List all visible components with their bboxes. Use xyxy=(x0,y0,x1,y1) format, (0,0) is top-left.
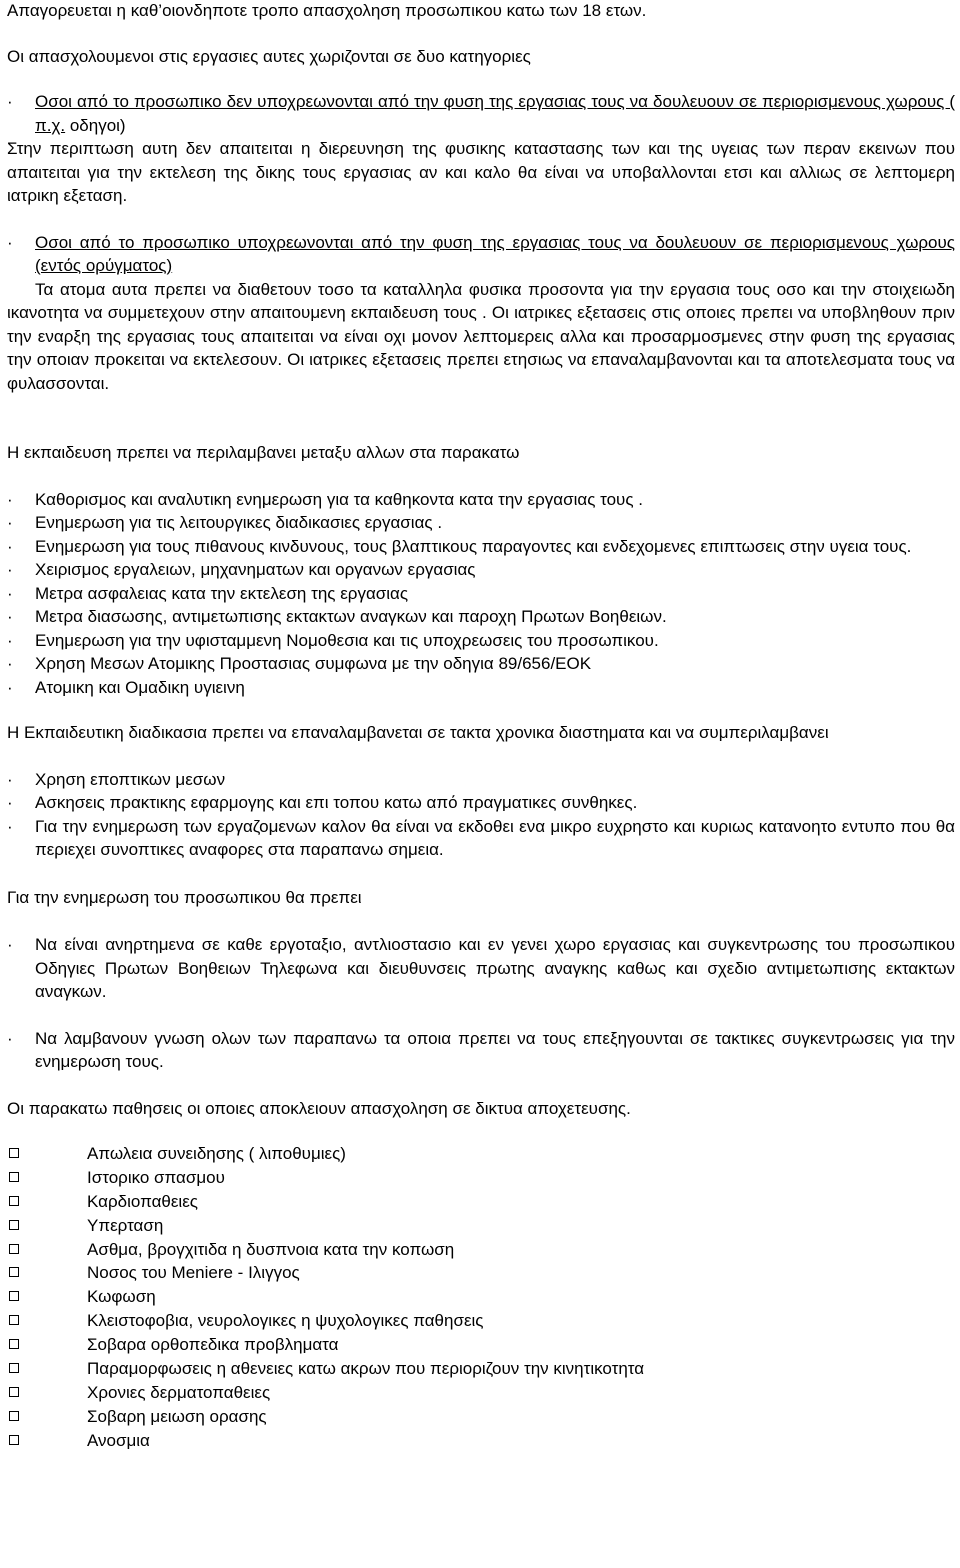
list-item: · Μετρα ασφαλειας κατα την εκτελεση της εργασιας xyxy=(7,582,955,606)
list-item: Σοβαρα ορθοπεδικα προβληματα xyxy=(7,1333,955,1357)
bullet-dot-icon: · xyxy=(7,793,13,812)
checkbox-square-icon xyxy=(9,1220,19,1230)
category-1-heading-underlined: Οσοι από το προσωπικο δεν υποχρεωνονται από την φυση της εργασιας τους να δουλευουν σε περιορισμενους χωρους ( π.χ. xyxy=(35,92,955,135)
bullet-dot-icon: · xyxy=(7,536,13,556)
bullet-dot-icon: · xyxy=(7,654,13,673)
checkbox-square-icon xyxy=(9,1148,19,1158)
category-2-heading: Οσοι από το προσωπικο υποχρεωνονται από την φυση της εργασιας τους να δουλευουν σε περιορισμενους χωρους (εντός ορύγματος) xyxy=(35,232,955,275)
list-item: Ασθμα, βρογχιτιδα η δυσπνοια κατα την κοπωση xyxy=(7,1238,955,1262)
category-2 xyxy=(7,231,955,396)
list-item: · Για την ενημερωση των εργαζομενων καλον θα είναι να εκδοθει ενα μικρο ευχρηστο και κυριως κατανοητο εντυπο που θα περιεχει συνοπτικες αναφορες στα παραπανω σημεια. xyxy=(7,816,955,859)
bullet-dot-icon: · xyxy=(7,816,13,836)
list-item: Ανοσμια xyxy=(7,1429,955,1453)
list-item: · Χρηση Μεσων Ατομικης Προστασιας συμφωνα με την οδηγια 89/656/ΕΟΚ xyxy=(7,652,955,676)
checkbox-square-icon xyxy=(9,1291,19,1301)
bullet-dot-icon: · xyxy=(7,769,13,789)
training-intro: Η εκπαιδευση πρεπει να περιλαμβανει μεταξυ αλλων στα παρακατω xyxy=(7,443,520,462)
list-item: · Ενημερωση για τις λειτουργικες διαδικασιες εργασιας . xyxy=(7,511,955,535)
list-item: · Ατομικη και Ομαδικη υγιεινη xyxy=(7,676,955,700)
bullet-dot-icon: · xyxy=(7,677,13,697)
checkbox-square-icon xyxy=(9,1172,19,1182)
process-intro: Η Εκπαιδευτικη διαδικασια πρεπει να επαναλαμβανεται σε τακτα χρονικα διαστηματα και να συμπεριλαμβανει xyxy=(7,723,829,742)
checkbox-square-icon xyxy=(9,1196,19,1206)
category-1-heading xyxy=(35,90,955,137)
checkbox-square-icon xyxy=(9,1435,19,1445)
intro-paragraph: Απαγορευεται η καθ’οιονδηποτε τροπο απασχοληση προσωπικου κατω των 18 ετων. xyxy=(7,1,647,20)
bullet-dot-icon: · xyxy=(7,630,13,650)
checkbox-square-icon xyxy=(9,1363,19,1373)
info-intro: Για την ενημερωση του προσωπικου θα πρεπει xyxy=(7,887,362,907)
category-1 xyxy=(7,90,955,137)
list-item: Χρονιες δερματοπαθειες xyxy=(7,1381,955,1405)
checkbox-square-icon xyxy=(9,1387,19,1397)
list-item: · Καθορισμος και αναλυτικη ενημερωση για τα καθηκοντα κατα την εργασιας τους . xyxy=(7,488,955,512)
process-list xyxy=(7,768,955,862)
checkbox-square-icon xyxy=(9,1267,19,1277)
categories-intro: Οι απασχολουμενοι στις εργασιες αυτες χωριζονται σε δυο κατηγοριες xyxy=(7,46,531,66)
list-item: Παραμορφωσεις η αθενειες κατω ακρων που περιοριζουν την κινητικοτητα xyxy=(7,1357,955,1381)
bullet-dot-icon: · xyxy=(7,607,13,626)
bullet-dot-icon: · xyxy=(7,513,13,532)
checkbox-square-icon xyxy=(9,1315,19,1325)
list-item: · Να λαμβανουν γνωση ολων των παραπανω τα οποια πρεπει να τους επεξηγουνται σε τακτικες συγκεντρωσεις για την ενημερωση τους. xyxy=(7,1028,955,1071)
list-item: Κλειστοφοβια, νευρολογικες η ψυχολογικες παθησεις xyxy=(7,1309,955,1333)
training-list xyxy=(7,488,955,700)
checkbox-square-icon xyxy=(9,1244,19,1254)
bullet-dot-icon: · xyxy=(7,560,13,579)
list-item: · Χειρισμος εργαλειων, μηχανηματων και οργανων εργασιας xyxy=(7,558,955,582)
list-item: Κωφωση xyxy=(7,1285,955,1309)
list-item: Ιστορικο σπασμου xyxy=(7,1166,955,1190)
bullet-dot-icon: · xyxy=(7,232,13,252)
checkbox-square-icon xyxy=(9,1339,19,1349)
list-item: · Ενημερωση για την υφισταμμενη Νομοθεσια και τις υποχρεωσεις του προσωπικου. xyxy=(7,629,955,653)
document-page xyxy=(7,0,955,1453)
conditions-list xyxy=(7,1142,955,1453)
bullet-dot-icon: · xyxy=(7,1028,13,1048)
list-item: Καρδιοπαθειες xyxy=(7,1190,955,1214)
list-item: Υπερταση xyxy=(7,1214,955,1238)
category-2-body: Τα ατομα αυτα πρεπει να διαθετουν τοσο τα καταλληλα φυσικα προσοντα για την εργασια τους οσο και την στοιχειωδη ικανοτητα να συμμετεχουν στην απαιτουμενη εκπαιδευση τους . Οι ιατρικες εξετασεις στις οποιες πρεπει να υποβληθουν πριν την εναρξη της εργασιας τους απαιτειται να είναι οχι μονον λεπτομερεις αλλα και προσαρμοσμενες στην φυση της εργασιας την οποιαν προκειται να εκτελεσουν. Οι ιατρικες εξετασεις πρεπει ετησιως να επαναλαμβανονται και τα αποτελεσματα τους να φυλασσονται. xyxy=(7,279,955,393)
bullet-dot-icon: · xyxy=(7,489,13,509)
category-1-heading-tail: οδηγοι) xyxy=(65,115,126,135)
bullet-dot-icon: · xyxy=(7,935,13,954)
list-item: · Χρηση εποπτικων μεσων xyxy=(7,768,955,792)
list-item: Σοβαρη μειωση ορασης xyxy=(7,1405,955,1429)
category-1-body: Στην περιπτωση αυτη δεν απαιτειται η διερευνηση της φυσικης καταστασης των και της υγειας των περαν εκεινων που απαιτειται για την εκτελεση της δικης τους εργασιας αν και καλο θα είναι να υποβαλλονται ετσι και αλλιως σε λεπτομερη ιατρικη εξεταση. xyxy=(7,139,955,205)
info-list xyxy=(7,933,955,1074)
bullet-dot-icon: · xyxy=(7,583,13,603)
list-item: Νοσος του Meniere - Ιλιγγος xyxy=(7,1261,955,1285)
list-item: · Μετρα διασωσης, αντιμετωπισης εκτακτων αναγκων και παροχη Πρωτων Βοηθειων. xyxy=(7,605,955,629)
list-item: · Ενημερωση για τους πιθανους κινδυνους, τους βλαπτικους παραγοντες και ενδεχομενες επιπτωσεις στην υγεια τους. xyxy=(7,535,955,559)
list-item: · Ασκησεις πρακτικης εφαρμογης και επι τοπου κατω από πραγματικες συνθηκες. xyxy=(7,791,955,815)
checkbox-square-icon xyxy=(9,1411,19,1421)
list-item: Απωλεια συνειδησης ( λιποθυμιες) xyxy=(7,1142,955,1166)
conditions-intro: Οι παρακατω παθησεις οι οποιες αποκλειουν απασχοληση σε δικτυα αποχετευσης. xyxy=(7,1098,631,1118)
bullet-dot-icon: · xyxy=(7,92,13,111)
list-item: · Να είναι ανηρτημενα σε καθε εργοταξιο, αντλιοστασιο και εν γενει χωρο εργασιας και συγκεντρωσης του προσωπικου Οδηγιες Πρωτων Βοηθειων Τηλεφωνα και διευθυνσεις πρωτης αναγκης καθως και σχεδιο αντιμετωπισης εκτακτων αναγκων. xyxy=(7,935,955,1001)
